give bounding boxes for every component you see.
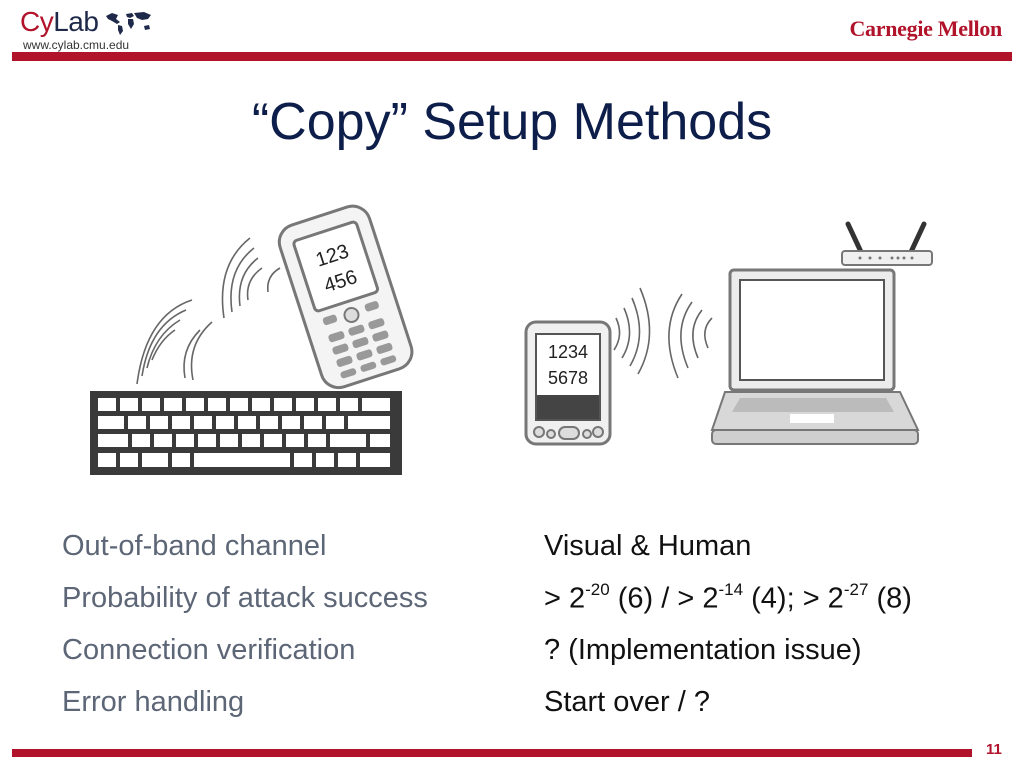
logo-suffix: Lab xyxy=(53,6,99,37)
slide-title: “Copy” Setup Methods xyxy=(251,93,773,151)
table-row xyxy=(62,530,1002,570)
laptop-icon xyxy=(712,270,918,444)
phone-display-line1: 123 xyxy=(313,240,352,272)
pda-icon xyxy=(526,322,610,444)
signal-waves-icon xyxy=(137,300,212,384)
pda-display-line1: 1234 xyxy=(547,342,589,362)
footer-divider xyxy=(12,749,972,757)
signal-waves-icon xyxy=(222,238,280,318)
page-number: 11 xyxy=(986,741,1002,758)
row-value: Visual & Human xyxy=(544,530,752,562)
row-label: Probability of attack success xyxy=(62,582,428,614)
row-label: Out-of-band channel xyxy=(62,530,327,562)
university-logo: Carnegie Mellon xyxy=(849,16,1002,41)
phone-display-line2: 456 xyxy=(321,266,360,298)
row-label: Error handling xyxy=(62,686,245,718)
logo-prefix: Cy xyxy=(20,6,54,37)
table-row xyxy=(62,634,1002,674)
keyboard-icon xyxy=(90,391,402,475)
pda-display-line2: 5678 xyxy=(547,368,589,388)
table-row xyxy=(62,582,1002,622)
row-value: > $2^{-20}$ (6) / > $2^{-14}$ (4); > $2^{-27}$ (8) xyxy=(544,580,912,615)
cylab-url: www.cylab.cmu.edu xyxy=(23,38,130,52)
signal-waves-icon xyxy=(614,288,712,378)
mobile-phone-icon xyxy=(275,202,417,393)
row-label: Connection verification xyxy=(62,634,356,666)
row-value: Start over / ? xyxy=(544,686,711,718)
wireless-router-icon xyxy=(842,224,932,265)
row-value: ? (Implementation issue) xyxy=(544,634,862,666)
table-row xyxy=(62,686,1002,726)
